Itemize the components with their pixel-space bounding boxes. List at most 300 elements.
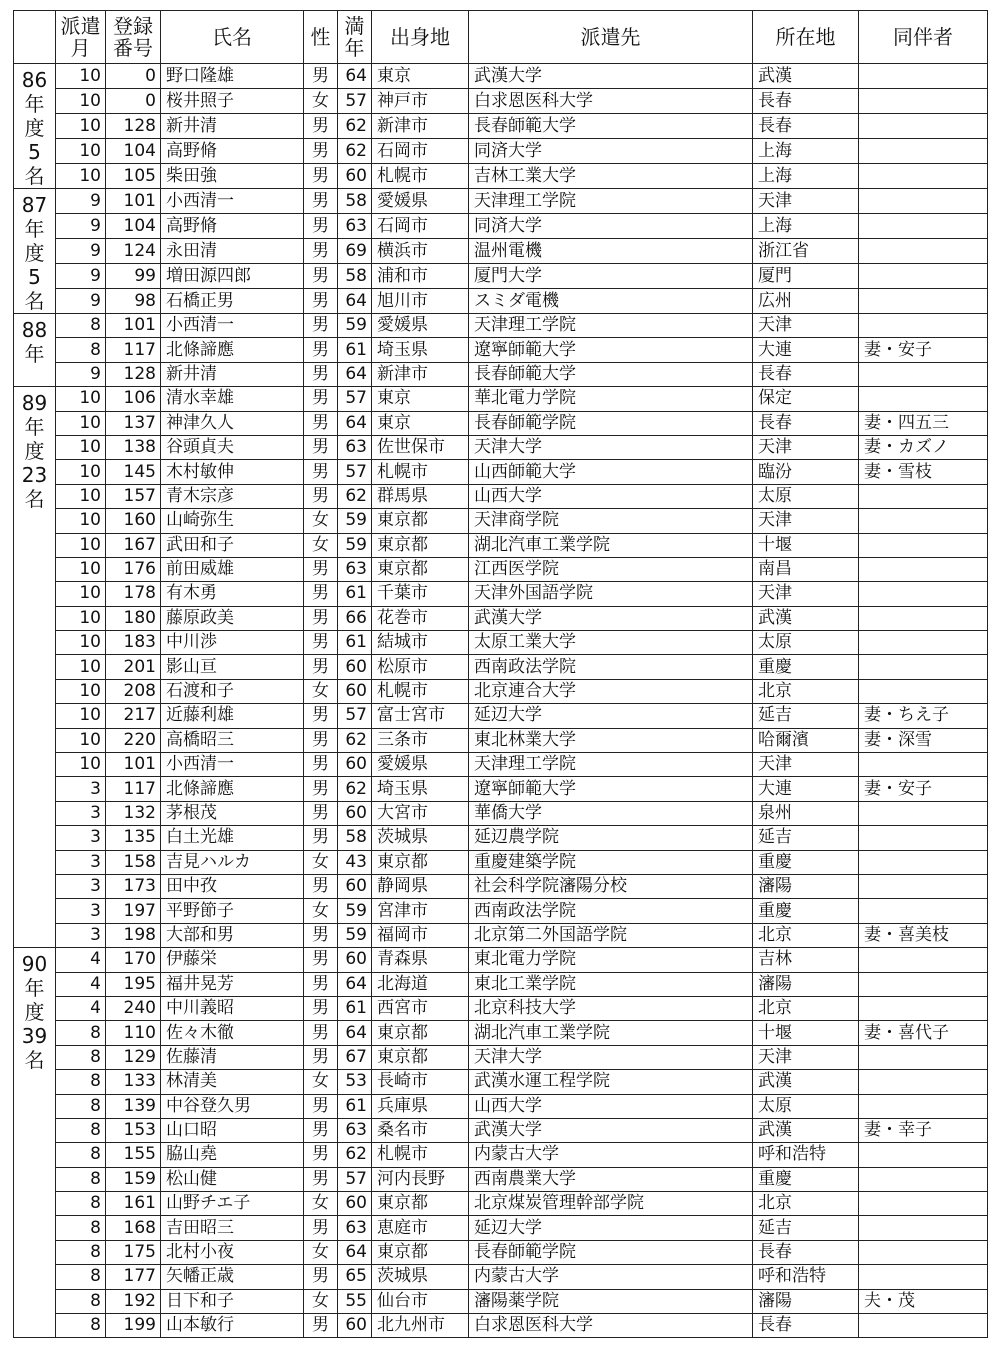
sex-cell: 男: [304, 1118, 338, 1142]
table-row: [14, 606, 988, 630]
person-name-cell: 佐藤清: [161, 1045, 304, 1069]
person-name-cell: 野口隆雄: [161, 64, 304, 89]
sex-cell: 女: [304, 509, 338, 533]
registration-number-cell: 201: [106, 655, 161, 679]
table-row: [14, 801, 988, 825]
dispatch-month-cell: 10: [56, 704, 106, 728]
hometown-cell: 横浜市: [372, 239, 469, 264]
header-companion: 同伴者: [859, 11, 988, 64]
dispatch-month-cell: 8: [56, 338, 106, 362]
location-cell: 呼和浩特: [753, 1143, 859, 1167]
hometown-cell: 東京都: [372, 1192, 469, 1216]
destination-institution-cell: 厦門大学: [469, 264, 753, 289]
registration-number-cell: 132: [106, 801, 161, 825]
companion-cell: [859, 289, 988, 314]
destination-institution-cell: 北京科技大学: [469, 996, 753, 1020]
companion-cell: [859, 114, 988, 139]
sex-cell: 男: [304, 264, 338, 289]
table-row: [14, 728, 988, 752]
destination-institution-cell: 華北電力学院: [469, 387, 753, 411]
table-row: [14, 1167, 988, 1191]
hometown-cell: 恵庭市: [372, 1216, 469, 1240]
registration-number-cell: 178: [106, 582, 161, 606]
registration-number-cell: 240: [106, 996, 161, 1020]
destination-institution-cell: 東北電力学院: [469, 948, 753, 972]
registration-number-cell: 173: [106, 874, 161, 898]
age-cell: 53: [338, 1070, 372, 1094]
destination-institution-cell: 天津理工学院: [469, 189, 753, 214]
registration-number-cell: 197: [106, 899, 161, 923]
companion-cell: [859, 362, 988, 386]
hometown-cell: 浦和市: [372, 264, 469, 289]
registration-number-cell: 117: [106, 777, 161, 801]
table-row: [14, 704, 988, 728]
sex-cell: 女: [304, 1289, 338, 1313]
companion-cell: 妻・喜代子: [859, 1021, 988, 1045]
person-name-cell: 小西清一: [161, 753, 304, 777]
registration-number-cell: 139: [106, 1094, 161, 1118]
person-name-cell: 佐々木徹: [161, 1021, 304, 1045]
companion-cell: [859, 1167, 988, 1191]
registration-number-cell: 208: [106, 679, 161, 703]
person-name-cell: 中川渉: [161, 631, 304, 655]
location-cell: 武漢: [753, 606, 859, 630]
location-cell: 重慶: [753, 1167, 859, 1191]
dispatch-month-cell: 9: [56, 214, 106, 239]
dispatch-month-cell: 8: [56, 1045, 106, 1069]
person-name-cell: 中川義昭: [161, 996, 304, 1020]
header-origin: 出身地: [372, 11, 469, 64]
hometown-cell: 大宮市: [372, 801, 469, 825]
age-cell: 61: [338, 338, 372, 362]
destination-institution-cell: 白求恩医科大学: [469, 89, 753, 114]
person-name-cell: 高橋昭三: [161, 728, 304, 752]
table-row: [14, 189, 988, 214]
fiscal-year-group-label: 86 年 度 5 名: [14, 64, 56, 189]
companion-cell: [859, 874, 988, 898]
companion-cell: [859, 753, 988, 777]
table-row: [14, 850, 988, 874]
age-cell: 62: [338, 139, 372, 164]
header-registration-number: 登録 番号: [106, 11, 161, 64]
registration-number-cell: 128: [106, 362, 161, 386]
registration-number-cell: 0: [106, 64, 161, 89]
age-cell: 57: [338, 704, 372, 728]
companion-cell: [859, 801, 988, 825]
age-cell: 62: [338, 777, 372, 801]
fiscal-year-group-label: 89 年 度 23 名: [14, 387, 56, 948]
dispatch-month-cell: 10: [56, 114, 106, 139]
companion-cell: 妻・深雪: [859, 728, 988, 752]
person-name-cell: 大部和男: [161, 923, 304, 947]
location-cell: 延吉: [753, 826, 859, 850]
location-cell: 上海: [753, 164, 859, 189]
location-cell: 武漢: [753, 1070, 859, 1094]
table-row: [14, 338, 988, 362]
hometown-cell: 福岡市: [372, 923, 469, 947]
location-cell: 延吉: [753, 1216, 859, 1240]
sex-cell: 男: [304, 139, 338, 164]
destination-institution-cell: 湖北汽車工業学院: [469, 533, 753, 557]
destination-institution-cell: 東北工業学院: [469, 972, 753, 996]
hometown-cell: 桑名市: [372, 1118, 469, 1142]
companion-cell: 妻・カズノ: [859, 435, 988, 459]
dispatch-month-cell: 10: [56, 435, 106, 459]
table-row: [14, 314, 988, 338]
dispatch-month-cell: 10: [56, 533, 106, 557]
age-cell: 62: [338, 728, 372, 752]
registration-number-cell: 110: [106, 1021, 161, 1045]
table-row: [14, 89, 988, 114]
person-name-cell: 吉見ハルカ: [161, 850, 304, 874]
dispatch-month-cell: 8: [56, 314, 106, 338]
sex-cell: 男: [304, 1216, 338, 1240]
sex-cell: 男: [304, 289, 338, 314]
age-cell: 64: [338, 289, 372, 314]
companion-cell: 妻・幸子: [859, 1118, 988, 1142]
hometown-cell: 北九州市: [372, 1314, 469, 1338]
age-cell: 61: [338, 582, 372, 606]
dispatch-month-cell: 8: [56, 1192, 106, 1216]
destination-institution-cell: 重慶建築学院: [469, 850, 753, 874]
table-row: [14, 411, 988, 435]
table-row: [14, 264, 988, 289]
sex-cell: 男: [304, 777, 338, 801]
companion-cell: [859, 509, 988, 533]
destination-institution-cell: 延辺農学院: [469, 826, 753, 850]
dispatch-month-cell: 8: [56, 1021, 106, 1045]
table-row: [14, 777, 988, 801]
age-cell: 60: [338, 753, 372, 777]
registration-number-cell: 175: [106, 1240, 161, 1264]
hometown-cell: 佐世保市: [372, 435, 469, 459]
table-row: [14, 509, 988, 533]
sex-cell: 男: [304, 948, 338, 972]
companion-cell: [859, 387, 988, 411]
registration-number-cell: 128: [106, 114, 161, 139]
hometown-cell: 北海道: [372, 972, 469, 996]
person-name-cell: 青木宗彦: [161, 484, 304, 508]
table-row: [14, 1021, 988, 1045]
dispatch-month-cell: 8: [56, 1289, 106, 1313]
registration-number-cell: 101: [106, 753, 161, 777]
location-cell: 保定: [753, 387, 859, 411]
companion-cell: [859, 533, 988, 557]
companion-cell: [859, 826, 988, 850]
destination-institution-cell: 長春師範大学: [469, 362, 753, 386]
age-cell: 57: [338, 387, 372, 411]
sex-cell: 男: [304, 460, 338, 484]
location-cell: 重慶: [753, 899, 859, 923]
dispatch-month-cell: 3: [56, 923, 106, 947]
registration-number-cell: 145: [106, 460, 161, 484]
registration-number-cell: 157: [106, 484, 161, 508]
registration-number-cell: 220: [106, 728, 161, 752]
registration-number-cell: 217: [106, 704, 161, 728]
hometown-cell: 東京: [372, 411, 469, 435]
location-cell: 天津: [753, 189, 859, 214]
table-row: [14, 484, 988, 508]
sex-cell: 男: [304, 114, 338, 139]
age-cell: 63: [338, 557, 372, 581]
registration-number-cell: 135: [106, 826, 161, 850]
table-row: [14, 533, 988, 557]
hometown-cell: 東京: [372, 64, 469, 89]
registration-number-cell: 168: [106, 1216, 161, 1240]
dispatch-month-cell: 8: [56, 1240, 106, 1264]
companion-cell: 妻・雪枝: [859, 460, 988, 484]
destination-institution-cell: 遼寧師範大学: [469, 338, 753, 362]
person-name-cell: 増田源四郎: [161, 264, 304, 289]
person-name-cell: 北條諦應: [161, 338, 304, 362]
age-cell: 55: [338, 1289, 372, 1313]
location-cell: 天津: [753, 314, 859, 338]
registration-number-cell: 98: [106, 289, 161, 314]
person-name-cell: 小西清一: [161, 314, 304, 338]
dispatch-month-cell: 8: [56, 1216, 106, 1240]
destination-institution-cell: 瀋陽薬学院: [469, 1289, 753, 1313]
sex-cell: 男: [304, 631, 338, 655]
companion-cell: [859, 972, 988, 996]
sex-cell: 女: [304, 850, 338, 874]
registration-number-cell: 117: [106, 338, 161, 362]
table-row: [14, 948, 988, 972]
age-cell: 58: [338, 826, 372, 850]
hometown-cell: 青森県: [372, 948, 469, 972]
dispatch-month-cell: 10: [56, 631, 106, 655]
registration-number-cell: 195: [106, 972, 161, 996]
table-row: [14, 64, 988, 89]
registration-number-cell: 167: [106, 533, 161, 557]
header-sex: 性: [304, 11, 338, 64]
registration-number-cell: 138: [106, 435, 161, 459]
location-cell: 天津: [753, 509, 859, 533]
person-name-cell: 近藤利雄: [161, 704, 304, 728]
companion-cell: [859, 1265, 988, 1289]
companion-cell: [859, 655, 988, 679]
table-row: [14, 362, 988, 386]
dispatch-month-cell: 9: [56, 264, 106, 289]
hometown-cell: 愛媛県: [372, 189, 469, 214]
companion-cell: [859, 631, 988, 655]
dispatch-roster: [13, 10, 987, 1338]
table-row: [14, 679, 988, 703]
sex-cell: 男: [304, 435, 338, 459]
age-cell: 66: [338, 606, 372, 630]
destination-institution-cell: 武漢大学: [469, 1118, 753, 1142]
location-cell: 武漢: [753, 1118, 859, 1142]
sex-cell: 男: [304, 338, 338, 362]
destination-institution-cell: 北京連合大学: [469, 679, 753, 703]
dispatch-month-cell: 10: [56, 679, 106, 703]
table-row: [14, 239, 988, 264]
companion-cell: [859, 139, 988, 164]
location-cell: 重慶: [753, 850, 859, 874]
companion-cell: [859, 606, 988, 630]
destination-institution-cell: 天津大学: [469, 435, 753, 459]
location-cell: 天津: [753, 435, 859, 459]
dispatch-month-cell: 3: [56, 826, 106, 850]
dispatch-month-cell: 10: [56, 582, 106, 606]
table-row: [14, 1045, 988, 1069]
location-cell: 十堰: [753, 1021, 859, 1045]
destination-institution-cell: 長春師範学院: [469, 411, 753, 435]
destination-institution-cell: 天津商学院: [469, 509, 753, 533]
hometown-cell: 神戸市: [372, 89, 469, 114]
location-cell: 上海: [753, 214, 859, 239]
age-cell: 61: [338, 1094, 372, 1118]
companion-cell: [859, 239, 988, 264]
destination-institution-cell: 社会科学院瀋陽分校: [469, 874, 753, 898]
table-row: [14, 753, 988, 777]
table-row: [14, 923, 988, 947]
table-row: [14, 214, 988, 239]
person-name-cell: 山口昭: [161, 1118, 304, 1142]
age-cell: 59: [338, 509, 372, 533]
table-row: [14, 826, 988, 850]
location-cell: 呼和浩特: [753, 1265, 859, 1289]
person-name-cell: 新井清: [161, 114, 304, 139]
person-name-cell: 石渡和子: [161, 679, 304, 703]
hometown-cell: 群馬県: [372, 484, 469, 508]
registration-number-cell: 160: [106, 509, 161, 533]
destination-institution-cell: スミダ電機: [469, 289, 753, 314]
destination-institution-cell: 山西大学: [469, 484, 753, 508]
dispatch-month-cell: 8: [56, 1314, 106, 1338]
roster-body: [14, 64, 988, 1338]
person-name-cell: 平野節子: [161, 899, 304, 923]
registration-number-cell: 161: [106, 1192, 161, 1216]
dispatch-month-cell: 3: [56, 850, 106, 874]
location-cell: 北京: [753, 996, 859, 1020]
destination-institution-cell: 延辺大学: [469, 704, 753, 728]
companion-cell: [859, 1314, 988, 1338]
age-cell: 57: [338, 460, 372, 484]
table-row: [14, 582, 988, 606]
destination-institution-cell: 遼寧師範大学: [469, 777, 753, 801]
registration-number-cell: 153: [106, 1118, 161, 1142]
sex-cell: 女: [304, 899, 338, 923]
sex-cell: 男: [304, 753, 338, 777]
registration-number-cell: 99: [106, 264, 161, 289]
dispatch-month-cell: 8: [56, 1143, 106, 1167]
hometown-cell: 札幌市: [372, 460, 469, 484]
registration-number-cell: 176: [106, 557, 161, 581]
age-cell: 57: [338, 89, 372, 114]
sex-cell: 男: [304, 189, 338, 214]
hometown-cell: 東京都: [372, 850, 469, 874]
location-cell: 大連: [753, 338, 859, 362]
age-cell: 59: [338, 533, 372, 557]
sex-cell: 女: [304, 533, 338, 557]
sex-cell: 男: [304, 1021, 338, 1045]
table-row: [14, 557, 988, 581]
table-row: [14, 1094, 988, 1118]
table-row: [14, 899, 988, 923]
location-cell: 泉州: [753, 801, 859, 825]
age-cell: 63: [338, 435, 372, 459]
dispatch-month-cell: 9: [56, 189, 106, 214]
sex-cell: 男: [304, 484, 338, 508]
companion-cell: [859, 557, 988, 581]
destination-institution-cell: 天津大学: [469, 1045, 753, 1069]
header-age: 満 年: [338, 11, 372, 64]
destination-institution-cell: 同済大学: [469, 214, 753, 239]
location-cell: 天津: [753, 1045, 859, 1069]
destination-institution-cell: 天津理工学院: [469, 753, 753, 777]
table-row: [14, 1192, 988, 1216]
table-row: [14, 631, 988, 655]
location-cell: 十堰: [753, 533, 859, 557]
companion-cell: [859, 314, 988, 338]
table-row: [14, 114, 988, 139]
sex-cell: 男: [304, 314, 338, 338]
age-cell: 60: [338, 655, 372, 679]
location-cell: 太原: [753, 484, 859, 508]
person-name-cell: 藤原政美: [161, 606, 304, 630]
sex-cell: 男: [304, 923, 338, 947]
sex-cell: 男: [304, 1265, 338, 1289]
companion-cell: [859, 899, 988, 923]
sex-cell: 男: [304, 606, 338, 630]
person-name-cell: 山本敏行: [161, 1314, 304, 1338]
person-name-cell: 田中孜: [161, 874, 304, 898]
companion-cell: [859, 1094, 988, 1118]
hometown-cell: 石岡市: [372, 214, 469, 239]
location-cell: 重慶: [753, 655, 859, 679]
person-name-cell: 柴田強: [161, 164, 304, 189]
table-row: [14, 1314, 988, 1338]
registration-number-cell: 170: [106, 948, 161, 972]
age-cell: 62: [338, 114, 372, 139]
registration-number-cell: 159: [106, 1167, 161, 1191]
hometown-cell: 仙台市: [372, 1289, 469, 1313]
destination-institution-cell: 西南農業大学: [469, 1167, 753, 1191]
dispatch-month-cell: 10: [56, 484, 106, 508]
registration-number-cell: 180: [106, 606, 161, 630]
destination-institution-cell: 同済大学: [469, 139, 753, 164]
destination-institution-cell: 西南政法学院: [469, 655, 753, 679]
person-name-cell: 桜井照子: [161, 89, 304, 114]
age-cell: 64: [338, 64, 372, 89]
header-destination: 派遣先: [469, 11, 753, 64]
registration-number-cell: 158: [106, 850, 161, 874]
companion-cell: [859, 850, 988, 874]
registration-number-cell: 192: [106, 1289, 161, 1313]
person-name-cell: 伊藤栄: [161, 948, 304, 972]
companion-cell: 妻・四五三: [859, 411, 988, 435]
location-cell: 長春: [753, 362, 859, 386]
companion-cell: 妻・安子: [859, 777, 988, 801]
dispatch-month-cell: 10: [56, 164, 106, 189]
dispatch-month-cell: 10: [56, 387, 106, 411]
companion-cell: [859, 1045, 988, 1069]
table-row: [14, 1143, 988, 1167]
table-row: [14, 874, 988, 898]
person-name-cell: 白土光雄: [161, 826, 304, 850]
dispatch-month-cell: 10: [56, 460, 106, 484]
destination-institution-cell: 山西師範大学: [469, 460, 753, 484]
dispatch-month-cell: 10: [56, 655, 106, 679]
location-cell: 天津: [753, 753, 859, 777]
age-cell: 64: [338, 1240, 372, 1264]
sex-cell: 男: [304, 239, 338, 264]
destination-institution-cell: 山西大学: [469, 1094, 753, 1118]
person-name-cell: 武田和子: [161, 533, 304, 557]
registration-number-cell: 183: [106, 631, 161, 655]
header-month: 派遣 月: [56, 11, 106, 64]
dispatch-month-cell: 9: [56, 289, 106, 314]
